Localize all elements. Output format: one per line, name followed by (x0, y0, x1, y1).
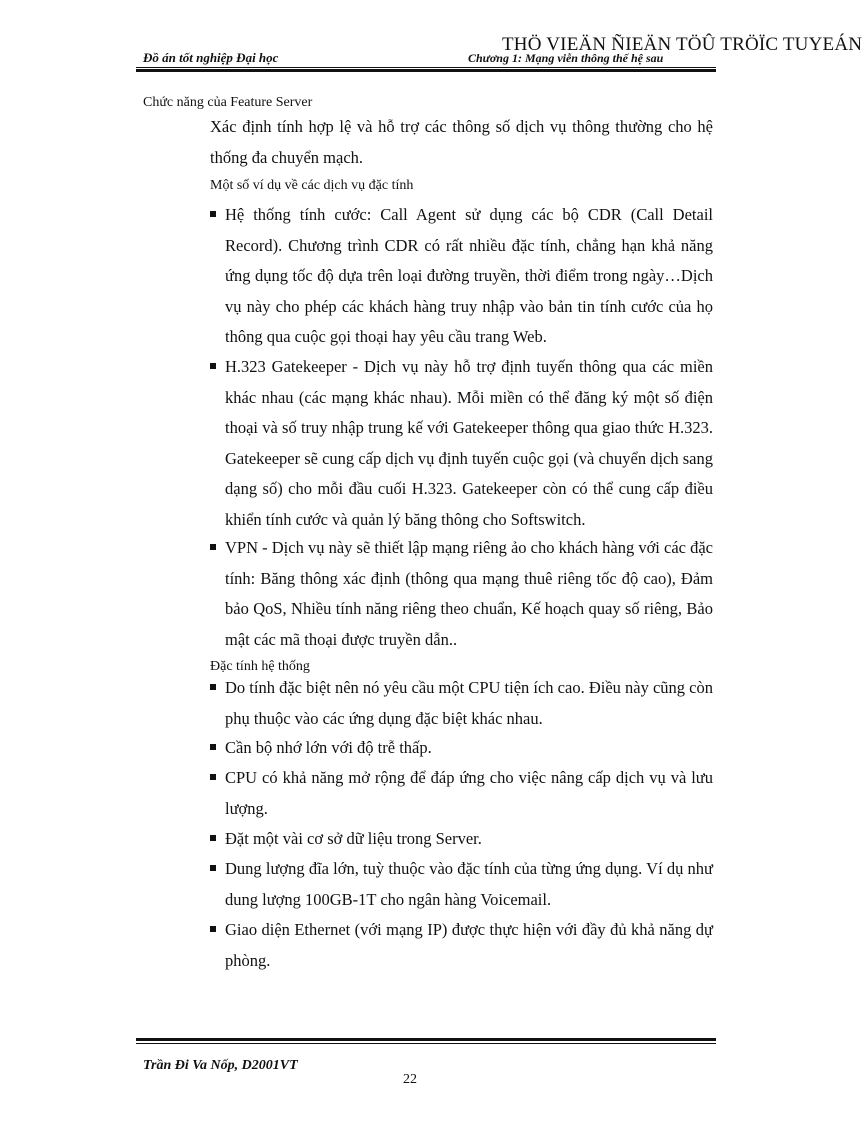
system-feature-item (210, 854, 713, 915)
example-item-text: VPN - Dịch vụ này sẽ thiết lập mạng riêng ảo cho khách hàng với các đặc tính: Băng thông xác định (thông qua mạng thuê riêng tốc độ cao), Đảm bảo QoS, Nhiều tính năng riêng theo chuẩn, Kế hoạch quay số riêng, Bảo mật các mã thoại được truyền dẫn.. (225, 538, 713, 649)
system-feature-item (210, 673, 713, 734)
system-features-heading: Đặc tính hệ thống (210, 659, 310, 674)
system-feature-item (210, 915, 713, 976)
square-bullet-icon (210, 544, 216, 550)
example-item (210, 533, 713, 655)
header-rule-thin (136, 67, 716, 68)
square-bullet-icon (210, 865, 216, 871)
feature-server-line: Xác định tính hợp lệ và hỗ trợ các thông số dịch vụ thông thường cho hệ (210, 117, 713, 136)
example-item (210, 200, 713, 353)
system-feature-text: Đặt một vài cơ sở dữ liệu trong Server. (225, 829, 482, 848)
square-bullet-icon (210, 774, 216, 780)
header-left-title: Đồ án tốt nghiệp Đại học (143, 50, 279, 65)
square-bullet-icon (210, 684, 216, 690)
square-bullet-icon (210, 926, 216, 932)
footer-author: Trần Đi Va Nốp, D2001VT (143, 1058, 298, 1073)
square-bullet-icon (210, 363, 216, 369)
page-number: 22 (403, 1072, 417, 1087)
system-feature-text: Cần bộ nhớ lớn với độ trễ thấp. (225, 738, 432, 757)
example-item-text: H.323 Gatekeeper - Dịch vụ này hỗ trợ định tuyến thông qua các miền khác nhau (các mạng khác nhau). Mỗi miền có thể đăng ký một số điện thoại và số truy nhập trung kế với Gatekeeper thông qua giao thức H.323. Gatekeeper sẽ cung cấp dịch vụ định tuyến cuộc gọi (và chuyển dịch sang dạng số) cho mỗi đầu cuối H.323. Gatekeeper còn có thể cung cấp điều khiển tính cước và quản lý băng thông cho Softswitch. (225, 357, 713, 529)
system-feature-item (210, 824, 713, 855)
system-feature-item (210, 763, 713, 824)
square-bullet-icon (210, 211, 216, 217)
example-item-text: Hệ thống tính cước: Call Agent sử dụng các bộ CDR (Call Detail Record). Chương trình CDR có rất nhiều đặc tính, chẳng hạn khả năng ứng dụng tốc độ dựa trên loại đường truyền, thời điểm trong ngày…Dịch vụ này cho phép các khách hàng truy nhập vào bản tin tính cước của họ thông qua cuộc gọi thoại hay yêu cầu trang Web. (225, 205, 713, 346)
system-feature-item (210, 733, 713, 764)
header-rule-thick (136, 69, 716, 72)
footer-rule-thin (136, 1043, 716, 1044)
header-chapter-title: Chương 1: Mạng viễn thông thế hệ sau (468, 51, 664, 65)
example-item (210, 352, 713, 535)
examples-heading: Một số ví dụ về các dịch vụ đặc tính (210, 178, 414, 193)
square-bullet-icon (210, 744, 216, 750)
square-bullet-icon (210, 835, 216, 841)
system-feature-text: CPU có khả năng mở rộng để đáp ứng cho việc nâng cấp dịch vụ và lưu lượng. (225, 768, 713, 818)
feature-server-heading: Chức năng của Feature Server (143, 95, 313, 110)
footer-rule-thick (136, 1038, 716, 1041)
feature-server-paragraph (210, 112, 713, 173)
feature-server-line: thống đa chuyển mạch. (210, 147, 364, 167)
system-feature-text: Do tính đặc biệt nên nó yêu cầu một CPU tiện ích cao. Điều này cũng còn phụ thuộc vào các ứng dụng đặc biệt khác nhau. (225, 678, 713, 728)
system-feature-text: Giao diện Ethernet (với mạng IP) được thực hiện với đầy đủ khả năng dự phòng. (225, 920, 713, 970)
watermark-text: THÖ VIEÄN ÑIEÄN TÖÛ TRÖÏC TUYEÁN (502, 34, 862, 55)
system-feature-text: Dung lượng đĩa lớn, tuỳ thuộc vào đặc tính của từng ứng dụng. Ví dụ như dung lượng 100GB-1T cho ngân hàng Voicemail. (225, 859, 713, 909)
